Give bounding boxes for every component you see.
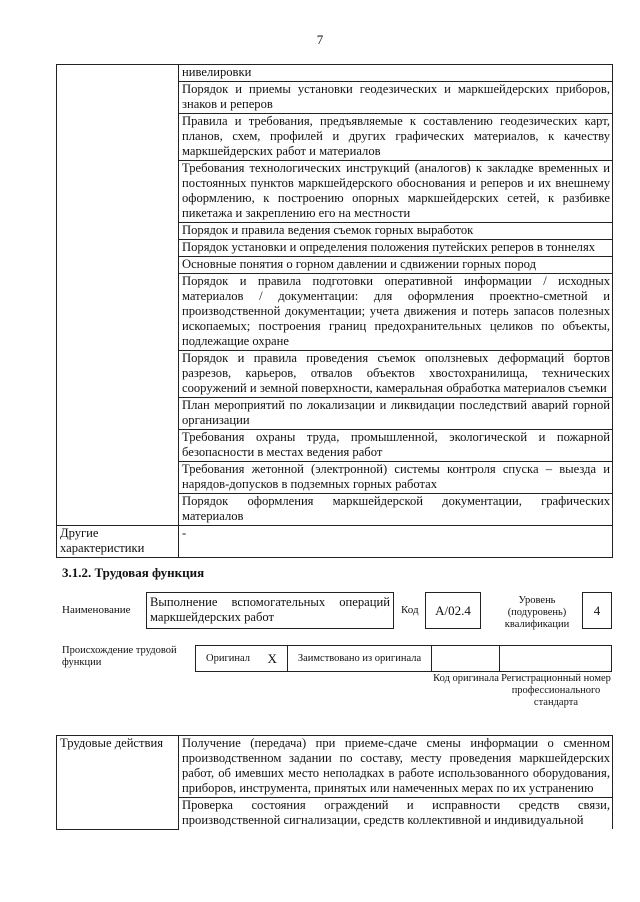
labor-actions-label: Трудовые действия [57, 736, 179, 830]
original-label: Оригинал [196, 646, 258, 672]
qualification-level-label: Уровень (подуровень) квалификации [504, 595, 570, 630]
registration-number-cell [500, 646, 612, 672]
table-row [57, 736, 613, 798]
registration-number-caption: Регистрационный номер профессионального стандарта [501, 673, 611, 708]
knowledge-item: Основные понятия о горном давлении и сдвижении горных пород [179, 257, 613, 274]
original-code-caption: Код оригинала [433, 673, 499, 684]
knowledge-item: Порядок оформления маркшейдерской документации, графических материалов [179, 494, 613, 526]
name-label: Наименование [62, 604, 131, 616]
knowledge-item: Требования технологических инструкций (аналогов) к закладке временных и постоянных пунктов маркшейдерского обоснования и реперов и их внешнему оформлению, к построению опорных маркшейдерских сетей, к разбивке пикетажа и закреплению его на местности [179, 161, 613, 223]
knowledge-item: нивелировки [179, 65, 613, 82]
section-heading: 3.1.2. Трудовая функция [62, 565, 205, 580]
other-characteristics-label: Другие характеристики [57, 526, 179, 558]
table-row [57, 526, 613, 558]
qualification-level-box: 4 [582, 592, 612, 629]
knowledge-item: Требования охраны труда, промышленной, экологической и пожарной безопасности в местах ведения работ [179, 430, 613, 462]
knowledge-item: Порядок установки и определения положения путейских реперов в тоннелях [179, 240, 613, 257]
origin-label: Происхождение трудовой функции [62, 645, 177, 668]
knowledge-item: Порядок и правила проведения съемок оползневых деформаций бортов разрезов, карьеров, отвалов объектов хвостохранилища, технических сооружений и земной поверхности, камеральная обработка материалов съемки [179, 351, 613, 398]
labor-action-item: Получение (передача) при приеме-сдаче смены информации о сменном производственном задании по составу, месту проведения маркшейдерских работ, об имевших место неполадках в работе использованного оборудования, приборов, инструмента, принятых или намеченных мерах по их устранению [179, 736, 613, 798]
original-code-cell [432, 646, 500, 672]
labor-actions-table [56, 735, 613, 830]
borrowed-label: Заимствовано из оригинала [288, 646, 432, 672]
function-name-box: Выполнение вспомогательных операций маркшейдерских работ [146, 592, 394, 629]
page-number: 7 [316, 32, 324, 47]
knowledge-item: Правила и требования, предъявляемые к составлению геодезических карт, планов, схем, профилей и других графических материалов, к качеству маркшейдерских работ и материалов [179, 114, 613, 161]
origin-table [195, 645, 612, 672]
function-code-box: А/02.4 [425, 592, 481, 629]
knowledge-item: Порядок и приемы установки геодезических и маркшейдерских приборов, знаков и реперов [179, 82, 613, 114]
knowledge-item: Порядок и правила подготовки оперативной информации / исходных материалов / документации: для оформления проектно-сметной и производственной документации; учета движения и потерь запасов полезных ископаемых; построения границ предохранительных целиков по объекты, подлежащие охране [179, 274, 613, 351]
knowledge-label-cell [57, 65, 179, 526]
code-label: Код [401, 604, 419, 616]
knowledge-item: План мероприятий по локализации и ликвидации последствий аварий горной организации [179, 398, 613, 430]
table-row [57, 65, 613, 82]
knowledge-table [56, 64, 613, 558]
knowledge-item: Порядок и правила ведения съемок горных выработок [179, 223, 613, 240]
other-characteristics-value: - [179, 526, 613, 558]
knowledge-item: Требования жетонной (электронной) системы контроля спуска – выезда и нарядов-допусков в подземных горных работах [179, 462, 613, 494]
original-mark: X [258, 646, 288, 672]
labor-action-item: Проверка состояния ограждений и исправности средств связи, производственной сигнализации, средств коллективной и индивидуальной [179, 798, 613, 830]
